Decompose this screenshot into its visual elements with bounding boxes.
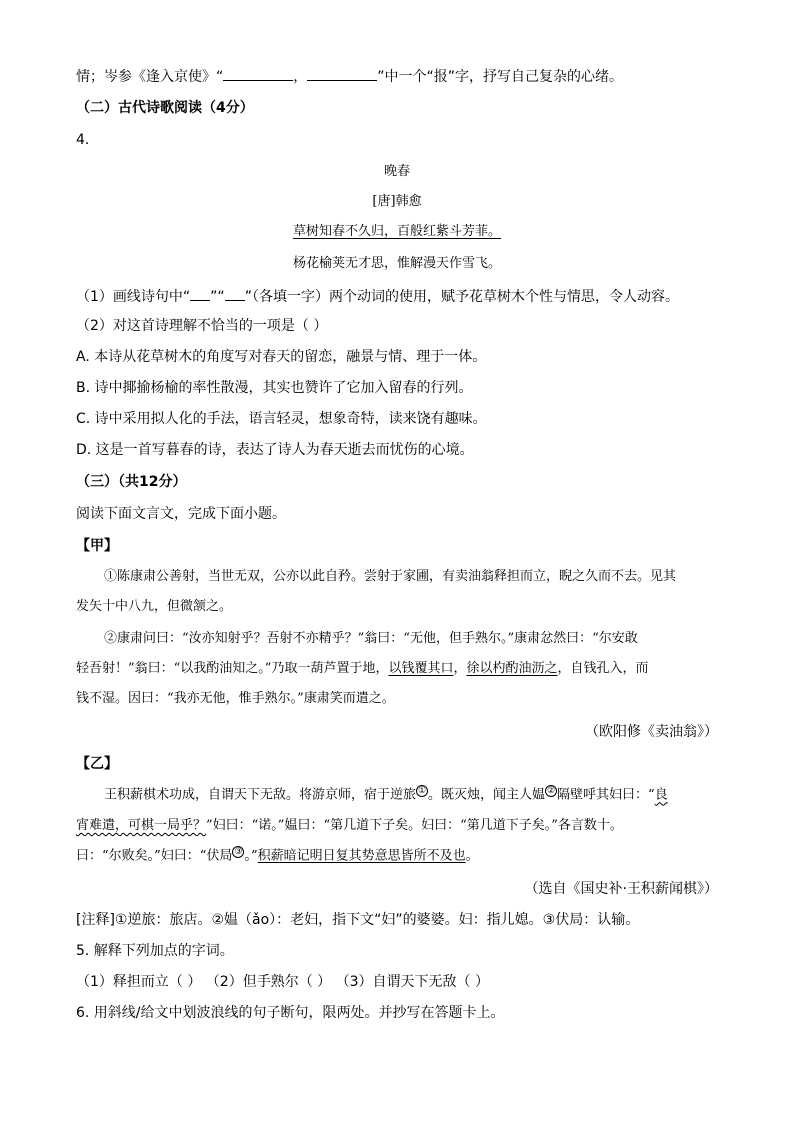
q4-1-mid: ”“: [210, 289, 225, 305]
jia-p2-line-b: [76, 659, 718, 679]
jia-p2-b-comma: ，: [453, 661, 467, 676]
option-c[interactable]: C. 诗中采用拟人化的手法，语言轻灵，想象奇特，读来饶有趣味。: [76, 411, 487, 427]
poem-title: 晚春: [383, 164, 410, 179]
question-4-number: 4.: [76, 132, 90, 148]
question-4-2: （2）对这首诗理解不恰当的一项是（ ）: [76, 318, 328, 334]
question-5-items: （1）释担而立（ ） （2）但手熟尔（ ） （3）自谓天下无敌（ ）: [76, 974, 489, 990]
poem-line-2: 杨花榆荚无才思，惟解漫天作雪飞。: [292, 256, 501, 271]
section3-intro: 阅读下面文言文，完成下面小题。: [76, 506, 286, 522]
yi-c-mid: 。”: [244, 848, 258, 864]
yi-source: （选自《国史补·王积薪闻棋》）: [524, 881, 718, 897]
yi-a-mid: 。既灭烛，闻主人媪: [428, 787, 546, 803]
poem-line-1-underlined: 草树知春不久归，百般红紫斗芳菲。: [292, 224, 501, 239]
q3-tail-mid: ，: [293, 69, 308, 85]
passage-jia-label: 【甲】: [76, 538, 118, 554]
q4-1-post: ”（各填一字）两个动词的使用，赋予花草树木个性与情思，令人动容。: [244, 289, 679, 305]
q4-1-pre: （1）画线诗句中“: [76, 289, 191, 305]
poem-line-1: [76, 222, 718, 242]
answer-blank-4[interactable]: [225, 286, 245, 301]
poem-author: [唐]韩愈: [372, 194, 422, 209]
answer-blank-2[interactable]: [307, 66, 377, 81]
jia-underlined-2: 徐以杓酌油沥之: [466, 661, 558, 676]
q3-tail-post: ”中一个“报”字，抒写自己复杂的心绪。: [377, 69, 624, 85]
footnote-marker-1: ①: [417, 786, 427, 796]
option-d[interactable]: D. 这是一首写暮春的诗，表达了诗人为春天逝去而忧伤的心境。: [76, 442, 474, 458]
jia-p2-b-pre: 轻吾射！”翁曰：“以我酌油知之。”乃取一葫芦置于地，: [76, 661, 389, 676]
answer-blank-3[interactable]: [190, 286, 210, 301]
jia-p2-line-c: 钱不湿。因曰：“我亦无他，惟手熟尔。”康肃笑而遣之。: [76, 691, 395, 706]
question-6: 6. 用斜线/给文中划波浪线的句子断句，限两处。并抄写在答题卡上。: [76, 1005, 505, 1021]
q3-tail-line: [76, 66, 718, 87]
passage-yi-label: 【乙】: [76, 756, 118, 772]
option-b[interactable]: B. 诗中揶揄杨榆的率性散漫，其实也赞许了它加入留春的行列。: [76, 380, 473, 396]
yi-c-pre: 曰：“尔败矣。”妇曰：“伏局: [76, 848, 233, 864]
footnote-marker-3: ③: [234, 847, 243, 857]
jia-p2-line-a: ②康肃问曰：“汝亦知射乎？吾射不亦精乎？”翁曰：“无他，但手熟尔。”康肃忿然曰：“尔安敢: [104, 631, 638, 646]
question-4-1: [76, 286, 718, 307]
yi-wavy-start: 良: [654, 787, 668, 803]
yi-wavy-sentence: 宵难遣，可棋一局乎？: [76, 818, 207, 833]
annotation-notes: [注释]①逆旅：旅店。②媪（ǎo）：老妇，指下文“妇”的婆婆。妇：指儿媳。③伏局：认输。: [76, 912, 640, 928]
yi-a-pre: 王积薪棋术功成，自谓天下无敌。将游京师，宿于逆旅: [104, 787, 417, 803]
yi-line-b: [76, 816, 718, 836]
yi-b-post: ”妇曰：“诺。”媪曰：“第几道下子矣。妇曰：“第几道下子矣。”各言数十。: [206, 818, 623, 833]
jia-p1-line-a: ①陈康肃公善射，当世无双，公亦以此自矜。尝射于家圃，有卖油翁释担而立，睨之久而不去。见其: [104, 569, 677, 584]
yi-underlined: 积薪暗记明日复其势意思皆所不及也: [257, 848, 466, 864]
jia-p1-line-b: 发矢十中八九，但微颔之。: [76, 599, 233, 614]
option-a[interactable]: A. 本诗从花草树木的角度写对春天的留恋，融景与情、理于一体。: [76, 349, 487, 365]
yi-line-a: [76, 785, 718, 805]
footnote-marker-2: ②: [546, 786, 556, 796]
jia-p2-b-post: ，自钱孔入，而: [557, 661, 649, 676]
question-5: 5. 解释下列加点的字词。: [76, 943, 234, 959]
section3-heading: （三）（共12分）: [76, 474, 187, 490]
yi-a-post: 隔壁呼其妇曰：“: [557, 787, 655, 803]
jia-underlined-1: 以钱覆其口: [388, 661, 454, 676]
section2-heading: （二）古代诗歌阅读（4分）: [76, 100, 254, 116]
yi-line-c: [76, 846, 718, 866]
yi-c-post: 。: [465, 848, 479, 864]
answer-blank-1[interactable]: [223, 66, 293, 81]
q3-tail-pre: 情；岑参《逢入京使》“: [76, 69, 224, 85]
jia-source: （欧阳修《卖油翁》）: [585, 724, 718, 740]
